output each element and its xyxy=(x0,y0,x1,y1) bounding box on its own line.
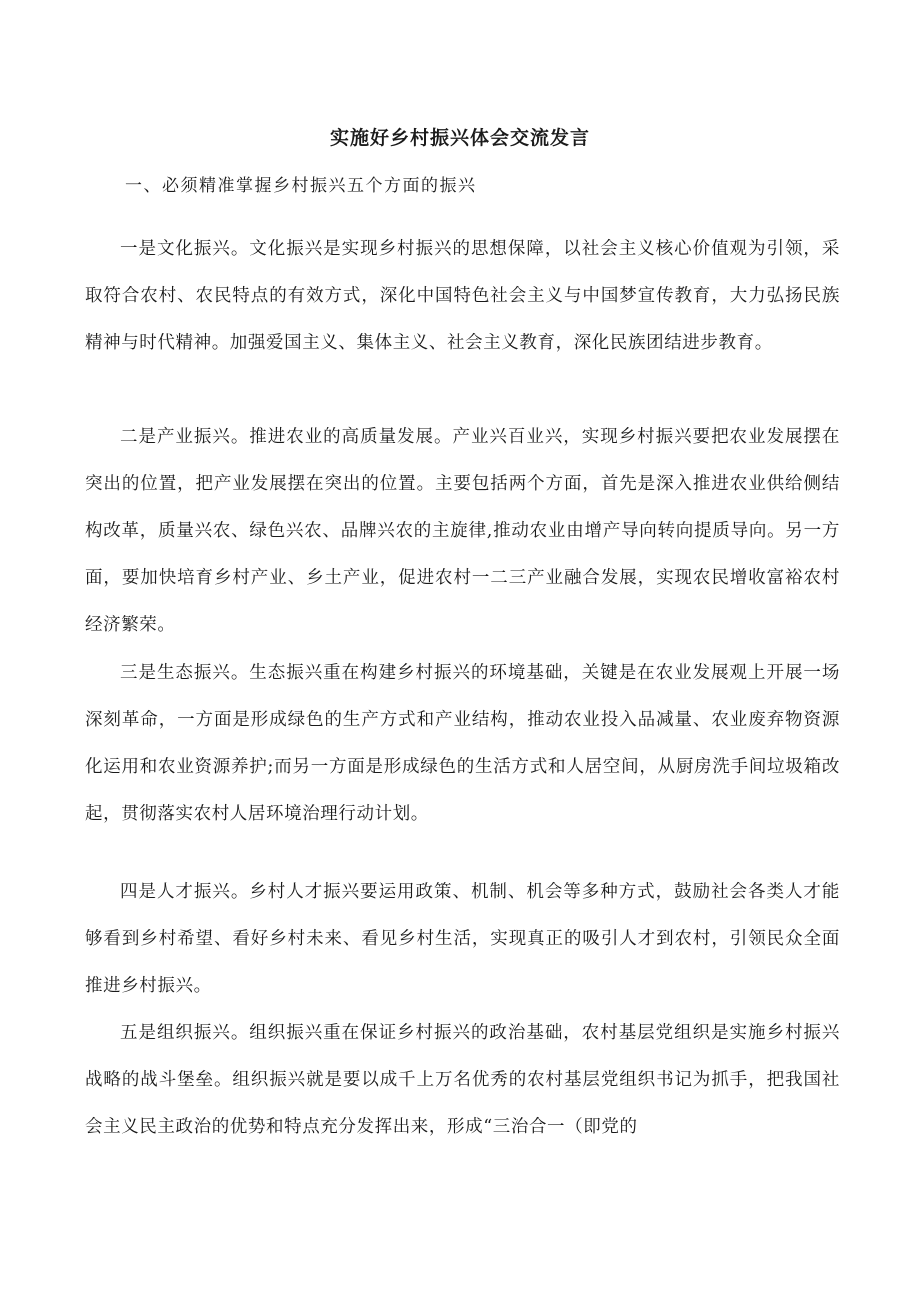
paragraph-cultural: 一是文化振兴。文化振兴是实现乡村振兴的思想保障，以社会主义核心价值观为引领，采取符合农村、农民特点的有效方式，深化中国特色社会主义与中国梦宣传教育，大力弘扬民族精神与时代精神。加强爱国主义、集体主义、社会主义教育，深化民族团结进步教育。 xyxy=(85,239,840,353)
paragraph-organization: 五是组织振兴。组织振兴重在保证乡村振兴的政治基础，农村基层党组织是实施乡村振兴战略的战斗堡垒。组织振兴就是要以成千上万名优秀的农村基层党组织书记为抓手，把我国社会主义民主政治的优势和特点充分发挥出来，形成“三治合一（即党的 xyxy=(85,1023,840,1137)
paragraph-ecology: 三是生态振兴。生态振兴重在构建乡村振兴的环境基础，关键是在农业发展观上开展一场深刻革命，一方面是形成绿色的生产方式和产业结构，推动农业投入品减量、农业废弃物资源化运用和农业资源养护;而另一方面是形成绿色的生活方式和人居空间，从厨房洗手间垃圾箱改起，贯彻落实农村人居环境治理行动计划。 xyxy=(85,663,840,824)
document-title: 实施好乡村振兴体会交流发言 xyxy=(329,127,590,149)
paragraph-industry: 二是产业振兴。推进农业的高质量发展。产业兴百业兴，实现乡村振兴要把农业发展摆在突出的位置，把产业发展摆在突出的位置。主要包括两个方面，首先是深入推进农业供给侧结构改革，质量兴农、绿色兴农、品牌兴农的主旋律,推动农业由增产导向转向提质导向。另一方面，要加快培育乡村产业、乡土产业，促进农村一二三产业融合发展，实现农民增收富裕农村经济繁荣。 xyxy=(85,427,840,635)
paragraph-talent: 四是人才振兴。乡村人才振兴要运用政策、机制、机会等多种方式，鼓励社会各类人才能够看到乡村希望、看好乡村未来、看见乡村生活，实现真正的吸引人才到农村，引领民众全面推进乡村振兴。 xyxy=(85,882,840,996)
section-heading: 一、必须精准掌握乡村振兴五个方面的振兴 xyxy=(125,176,477,196)
